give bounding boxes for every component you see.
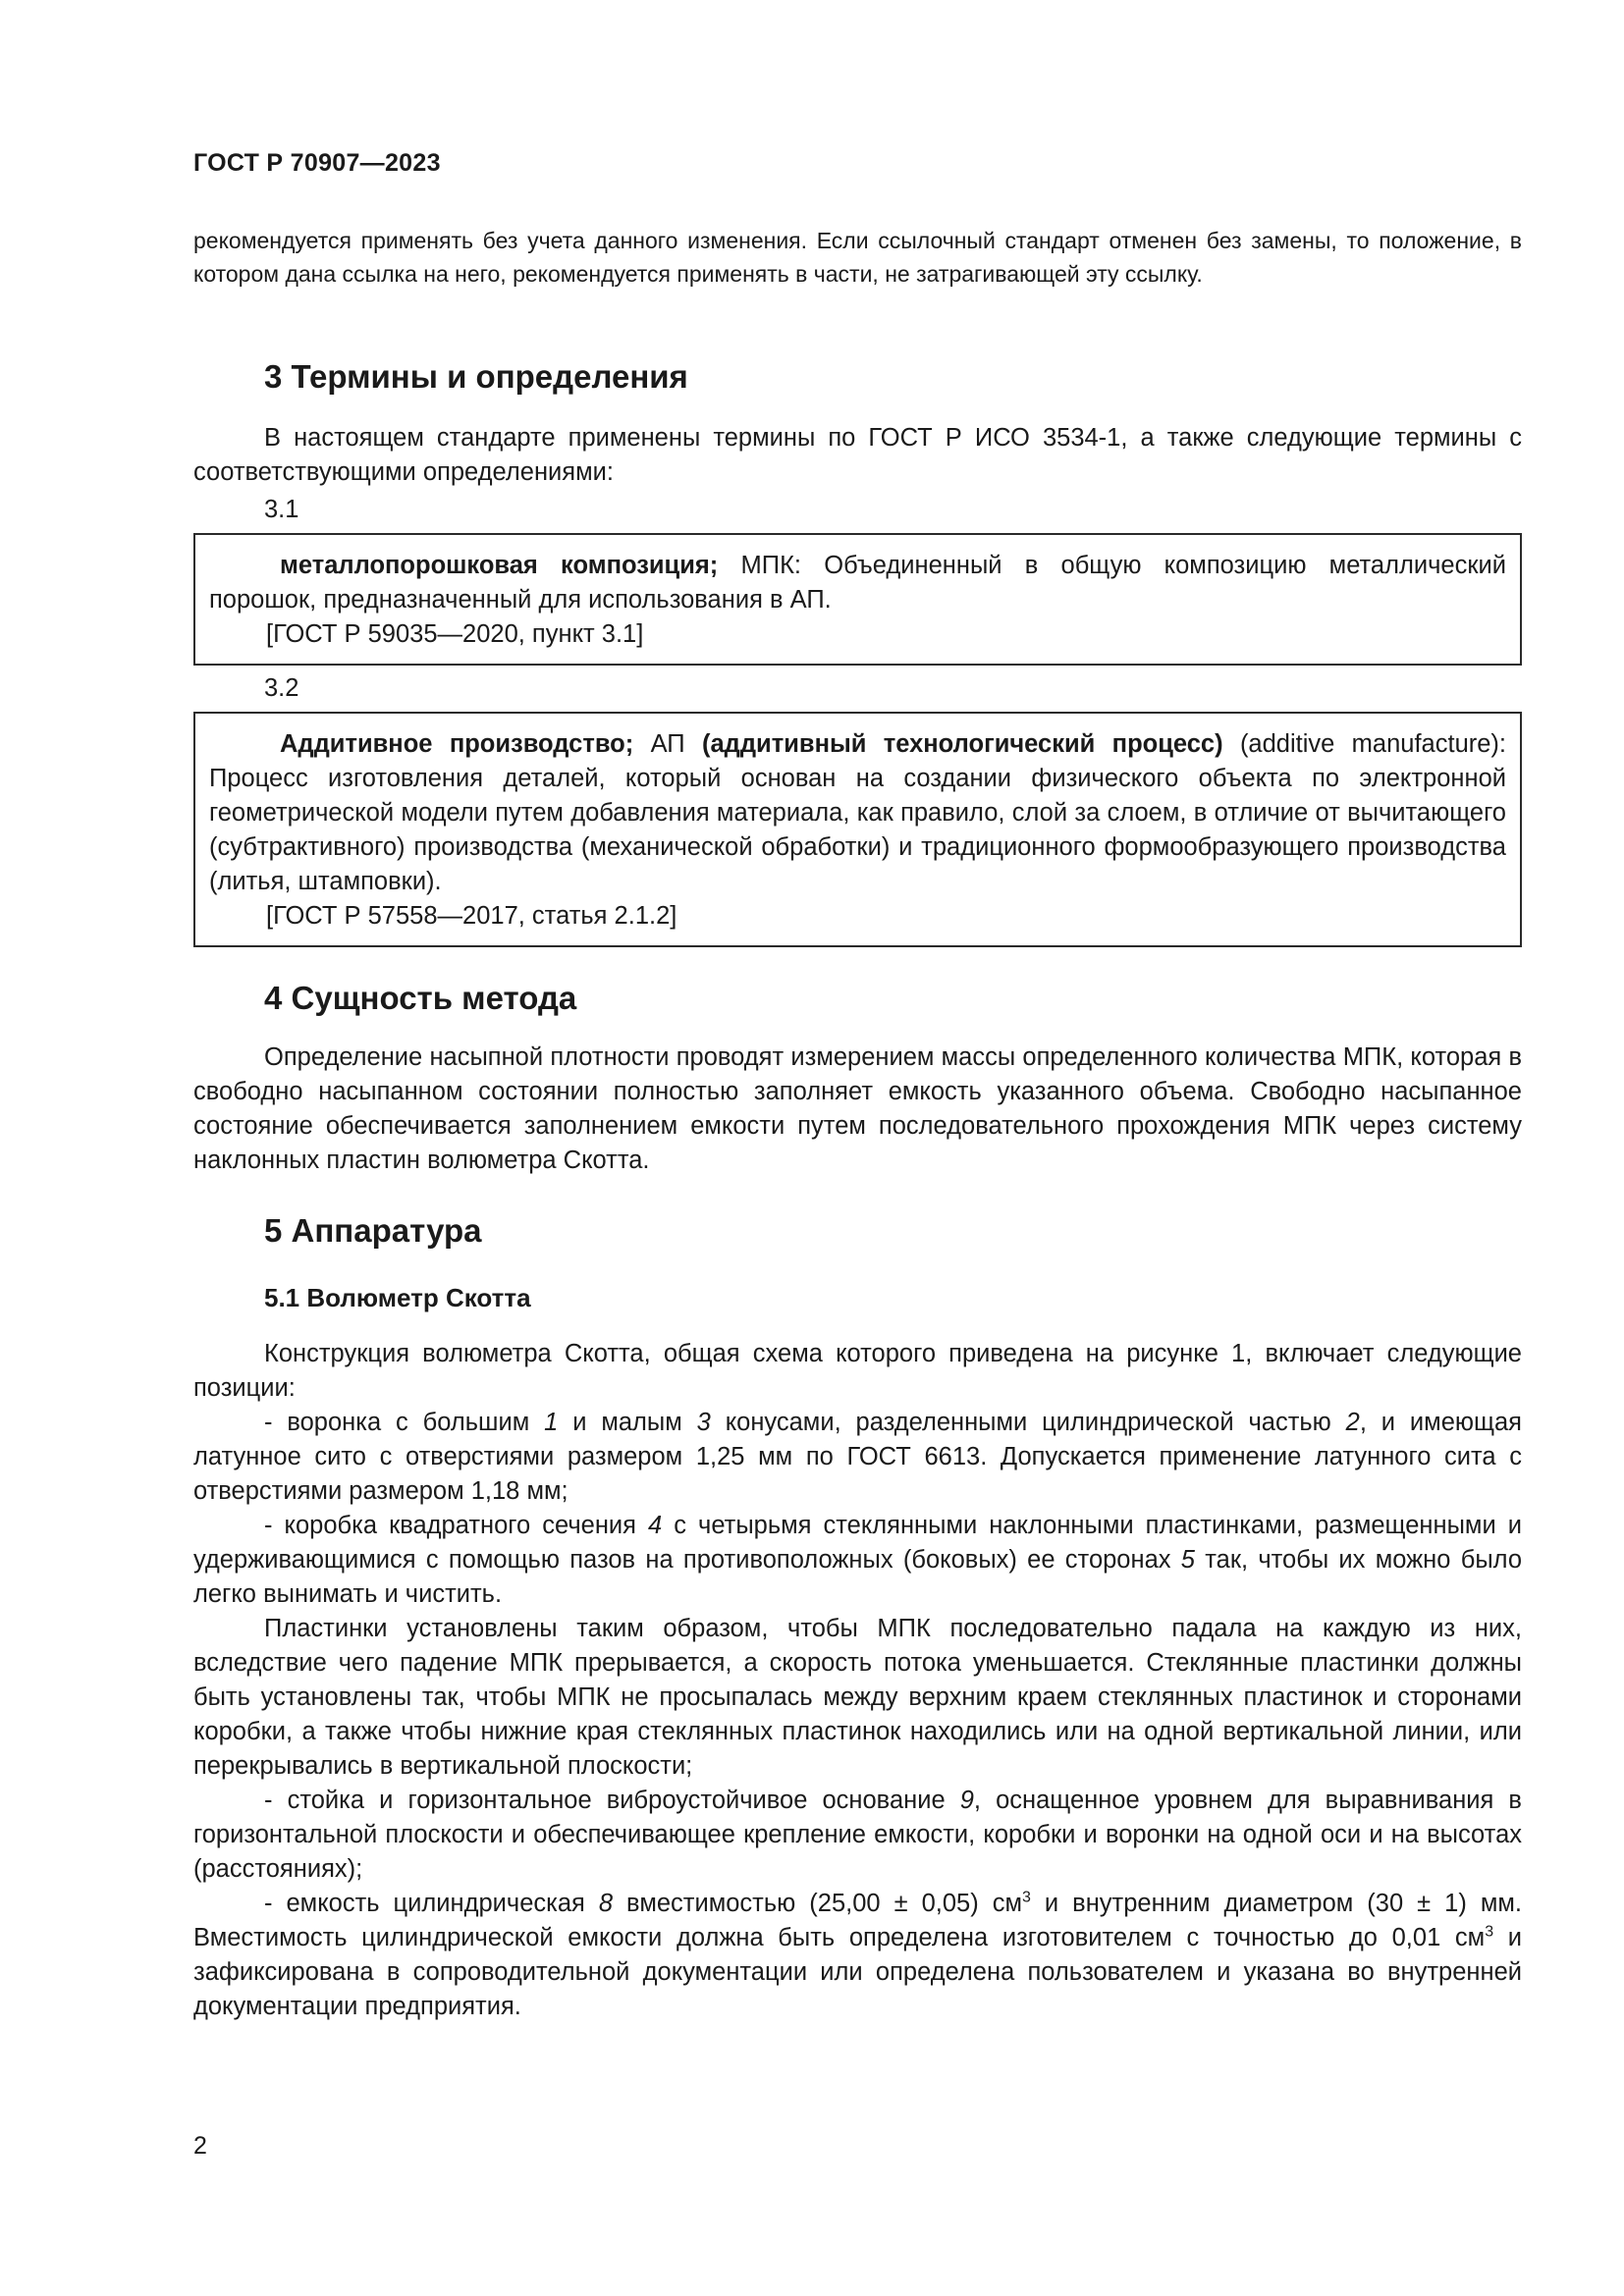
term-synonym: (аддитивный технологический процесс) xyxy=(702,730,1223,758)
term-name: металлопорошковая композиция; xyxy=(280,552,719,579)
standard-header: ГОСТ Р 70907—2023 xyxy=(193,149,441,177)
term-text: МПК: Объединенный в общую композицию металлический порошок, предназначенный для использования в АП. xyxy=(209,552,1506,614)
paragraph: Пластинки установлены таким образом, чтобы МПК последовательно падала на каждую из них, вследствие чего падение МПК прерывается, а скорость потока уменьшается. Стеклянные пластинки должны быть установлены так, чтобы МПК не просыпалась между верхним краем стеклянных пластинок и сторонами коробки, а также чтобы нижние края стеклянных пластинок находились или на одной вертикальной линии, или перекрывались в вертикальной плоскости; xyxy=(193,1615,1522,1780)
intro-paragraph: рекомендуется применять без учета данного изменения. Если ссылочный стандарт отменен без замены, то положение, в котором дана ссылка на него, рекомендуется применять в части, не затрагивающей эту ссылку. xyxy=(193,228,1522,287)
section-3-title: 3 Термины и определения xyxy=(264,358,688,395)
section-4-title: 4 Сущность метода xyxy=(264,980,577,1016)
list-item: - емкость цилиндрическая 8 вместимостью (25,00 ± 0,05) $см^3$ и внутренним диаметром (30 ± 1) мм. Вместимость цилиндрической емкости должна быть определена изготовителем с точностью до 0,01 $см^3$ и зафиксирована в сопроводительной документации или определена пользователем и указана во внутренней документации предприятия. xyxy=(193,1889,1522,2020)
list-item: - стойка и горизонтальное виброустойчивое основание 9, оснащенное уровнем для выравнивания в горизонтальной плоскости и обеспечивающее крепление емкости, коробки и воронки на одной оси и на высотах (расстояниях); xyxy=(193,1787,1522,1883)
list-item: - коробка квадратного сечения 4 с четырьмя стеклянными наклонными пластинками, размещенными и удерживающимися с помощью пазов на противоположных (боковых) ее сторонах 5 так, чтобы их можно было легко вынимать и чистить. xyxy=(193,1512,1523,1608)
page-number: 2 xyxy=(193,2132,207,2160)
term-definition xyxy=(209,727,1506,899)
section-4-text: Определение насыпной плотности проводят измерением массы определенного количества МПК, которая в свободно насыпанном состоянии полностью заполняет емкость указанного объема. Свободно насыпанное состояние обеспечивается заполнением емкости путем последовательного прохождения МПК через систему наклонных пластин волюметра Скотта. xyxy=(193,1043,1522,1174)
term-definition xyxy=(209,549,1506,617)
section-3-lead: В настоящем стандарте применены термины по ГОСТ Р ИСО 3534-1, а также следующие термины с соответствующими определениями: xyxy=(193,424,1522,486)
term-text: (additive manufacture): Процесс изготовления деталей, который основан на создании физического объекта по электронной геометрической модели путем добавления материала, как правило, слой за слоем, в отличие от вычитающего (субтрактивного) производства (механической обработки) и традиционного формообразующего производства (литья, штамповки). xyxy=(209,730,1506,895)
term-source: [ГОСТ Р 57558—2017, статья 2.1.2] xyxy=(266,902,677,930)
term-source: [ГОСТ Р 59035—2020, пункт 3.1] xyxy=(266,620,644,648)
subsection-5-1-title: 5.1 Волюметр Скотта xyxy=(264,1283,531,1312)
term-number: 3.1 xyxy=(264,496,299,523)
section-5-title: 5 Аппаратура xyxy=(264,1212,482,1249)
paragraph: Конструкция волюметра Скотта, общая схема которого приведена на рисунке 1, включает следующие позиции: xyxy=(193,1340,1522,1402)
page-content xyxy=(193,224,1522,2024)
term-box xyxy=(193,712,1522,947)
term-box xyxy=(193,533,1522,666)
term-name: Аддитивное производство; xyxy=(280,730,634,758)
term-number: 3.2 xyxy=(264,674,299,702)
list-item: - воронка с большим 1 и малым 3 конусами, разделенными цилиндрической частью 2, и имеющая латунное сито с отверстиями размером 1,25 мм по ГОСТ 6613. Допускается применение латунного сита с отверстиями размером 1,18 мм; xyxy=(193,1409,1522,1505)
term-abbreviation: АП xyxy=(633,730,702,758)
